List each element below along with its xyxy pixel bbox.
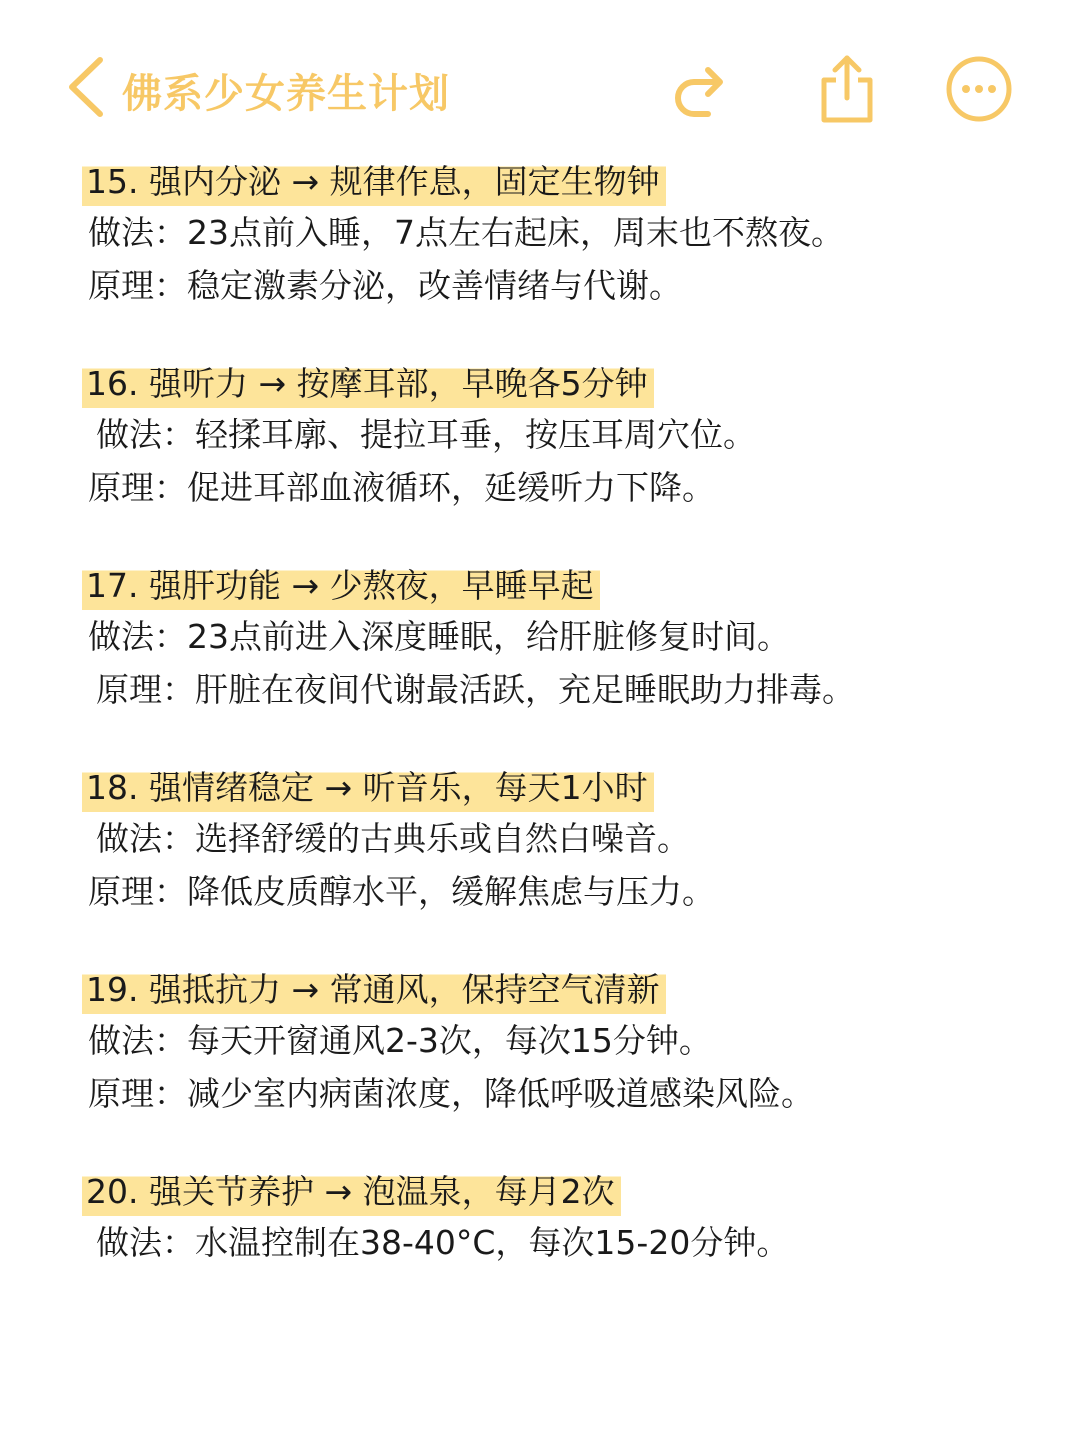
redo-button[interactable] — [668, 56, 736, 124]
page-title: 佛系少女养生计划 — [122, 71, 450, 117]
more-button[interactable] — [944, 54, 1014, 124]
tip-title: 16. 强听力 → 按摩耳部，早晚各5分钟 — [82, 360, 654, 408]
tip-method: 做法：水温控制在38-40°C，每次15-20分钟。 — [96, 1223, 790, 1262]
redo-arrow-icon — [668, 56, 736, 124]
tip-method: 做法：每天开窗通风2-3次，每次15分钟。 — [88, 1021, 712, 1060]
note-header — [0, 0, 1080, 150]
tip-section — [82, 764, 1062, 918]
tip-title: 19. 强抵抗力 → 常通风，保持空气清新 — [82, 966, 666, 1014]
tip-principle: 原理：肝脏在夜间代谢最活跃，充足睡眠助力排毒。 — [96, 670, 855, 709]
tip-section — [82, 158, 1062, 312]
tip-principle: 原理：降低皮质醇水平，缓解焦虑与压力。 — [88, 872, 715, 911]
tip-title: 17. 强肝功能 → 少熬夜，早睡早起 — [82, 562, 600, 610]
more-dots-icon — [944, 54, 1014, 124]
tip-section — [82, 562, 1062, 716]
tip-method: 做法：轻揉耳廓、提拉耳垂，按压耳周穴位。 — [96, 415, 756, 454]
share-button[interactable] — [814, 50, 880, 126]
tip-section — [82, 966, 1062, 1120]
chevron-left-icon — [58, 52, 118, 122]
tip-title: 18. 强情绪稳定 → 听音乐，每天1小时 — [82, 764, 654, 812]
tip-principle: 原理：减少室内病菌浓度，降低呼吸道感染风险。 — [88, 1074, 814, 1113]
tip-title: 20. 强关节养护 → 泡温泉，每月2次 — [82, 1168, 621, 1216]
tip-section — [82, 360, 1062, 514]
tip-principle: 原理：稳定激素分泌，改善情绪与代谢。 — [88, 266, 682, 305]
note-body — [82, 158, 1062, 1317]
share-icon — [814, 50, 880, 126]
tip-principle: 原理：促进耳部血液循环，延缓听力下降。 — [88, 468, 715, 507]
tip-method: 做法：选择舒缓的古典乐或自然白噪音。 — [96, 819, 690, 858]
tip-method: 做法：23点前进入深度睡眠，给肝脏修复时间。 — [88, 617, 790, 656]
tip-section — [82, 1168, 1062, 1269]
tip-method: 做法：23点前入睡，7点左右起床，周末也不熬夜。 — [88, 213, 844, 252]
back-button[interactable] — [58, 52, 118, 122]
tip-title: 15. 强内分泌 → 规律作息，固定生物钟 — [82, 158, 666, 206]
